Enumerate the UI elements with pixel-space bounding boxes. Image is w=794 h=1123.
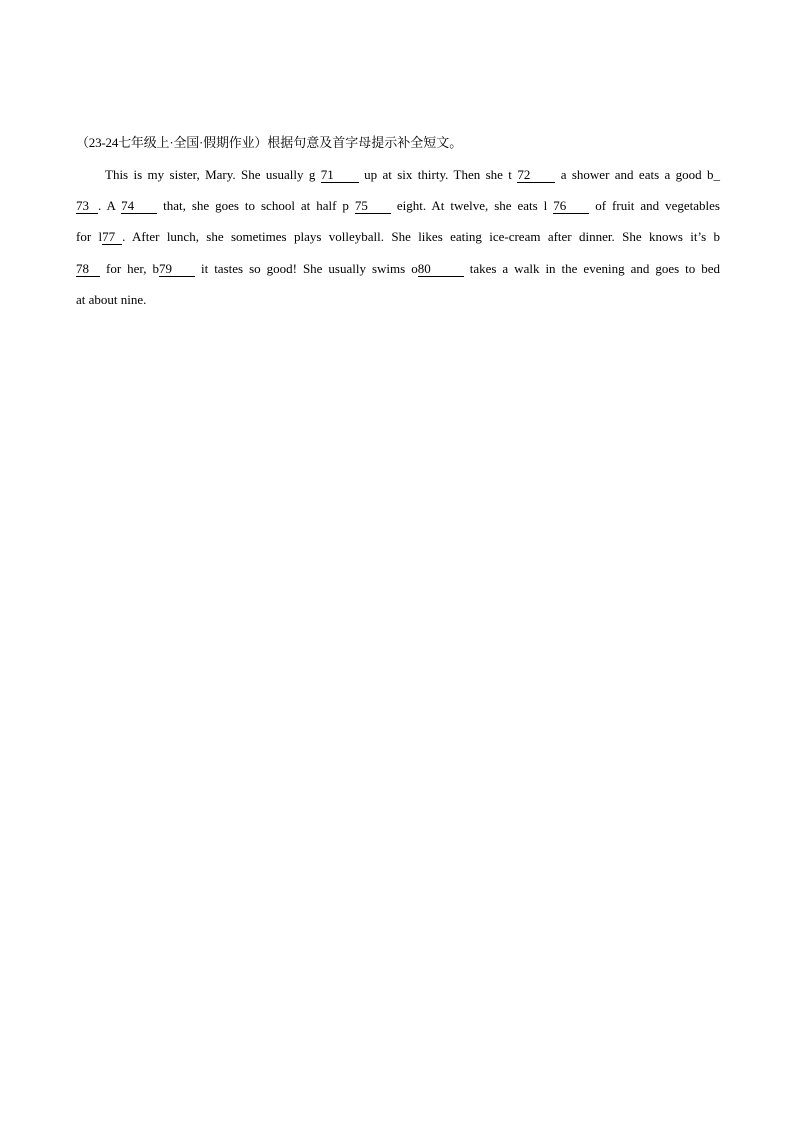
passage-text: a shower and eats a good b — [560, 167, 714, 182]
blank-73: 73 — [76, 199, 98, 214]
passage-text: of fruit and vegetables — [595, 198, 720, 213]
blank-79: 79 — [159, 262, 195, 277]
passage-line-1 — [105, 167, 720, 183]
passage-text: that, she goes to school at half p — [163, 198, 349, 213]
passage-text: it tastes so good! She usually swims o — [200, 261, 418, 276]
passage-line-2 — [76, 198, 720, 214]
passage-text: This is my sister, Mary. She usually g — [105, 167, 316, 182]
passage-line-3 — [76, 229, 720, 245]
passage-text: for l — [76, 229, 103, 244]
blank-80: 80 — [418, 262, 464, 277]
passage-text: . A — [98, 198, 116, 213]
passage-text: at about nine. — [76, 292, 147, 307]
passage-text: for her, b — [106, 261, 159, 276]
passage-line-5 — [76, 292, 720, 308]
question-instruction: 根据句意及首字母提示补全短文。 — [267, 135, 463, 150]
question-source: （23-24七年级上·全国·假期作业） — [76, 135, 268, 150]
passage-text: up at six thirty. Then she t — [364, 167, 512, 182]
blank-75: 75 — [355, 199, 391, 214]
passage-text: takes a walk in the evening and goes to bed — [469, 261, 721, 276]
passage-text: . After lunch, she sometimes plays volleyball. She likes eating ice-cream after dinner. She knows it’s b — [122, 229, 720, 244]
blank-78: 78 — [76, 262, 100, 277]
question-header — [76, 135, 462, 151]
blank-74: 74 — [121, 199, 157, 214]
blank-77: 77 — [102, 230, 122, 245]
passage-text: eight. At twelve, she eats l — [396, 198, 548, 213]
blank-76: 76 — [553, 199, 589, 214]
blank-71: 71 — [321, 168, 359, 183]
passage-text: _ — [713, 167, 721, 182]
blank-72: 72 — [517, 168, 555, 183]
passage-line-4 — [76, 261, 720, 277]
